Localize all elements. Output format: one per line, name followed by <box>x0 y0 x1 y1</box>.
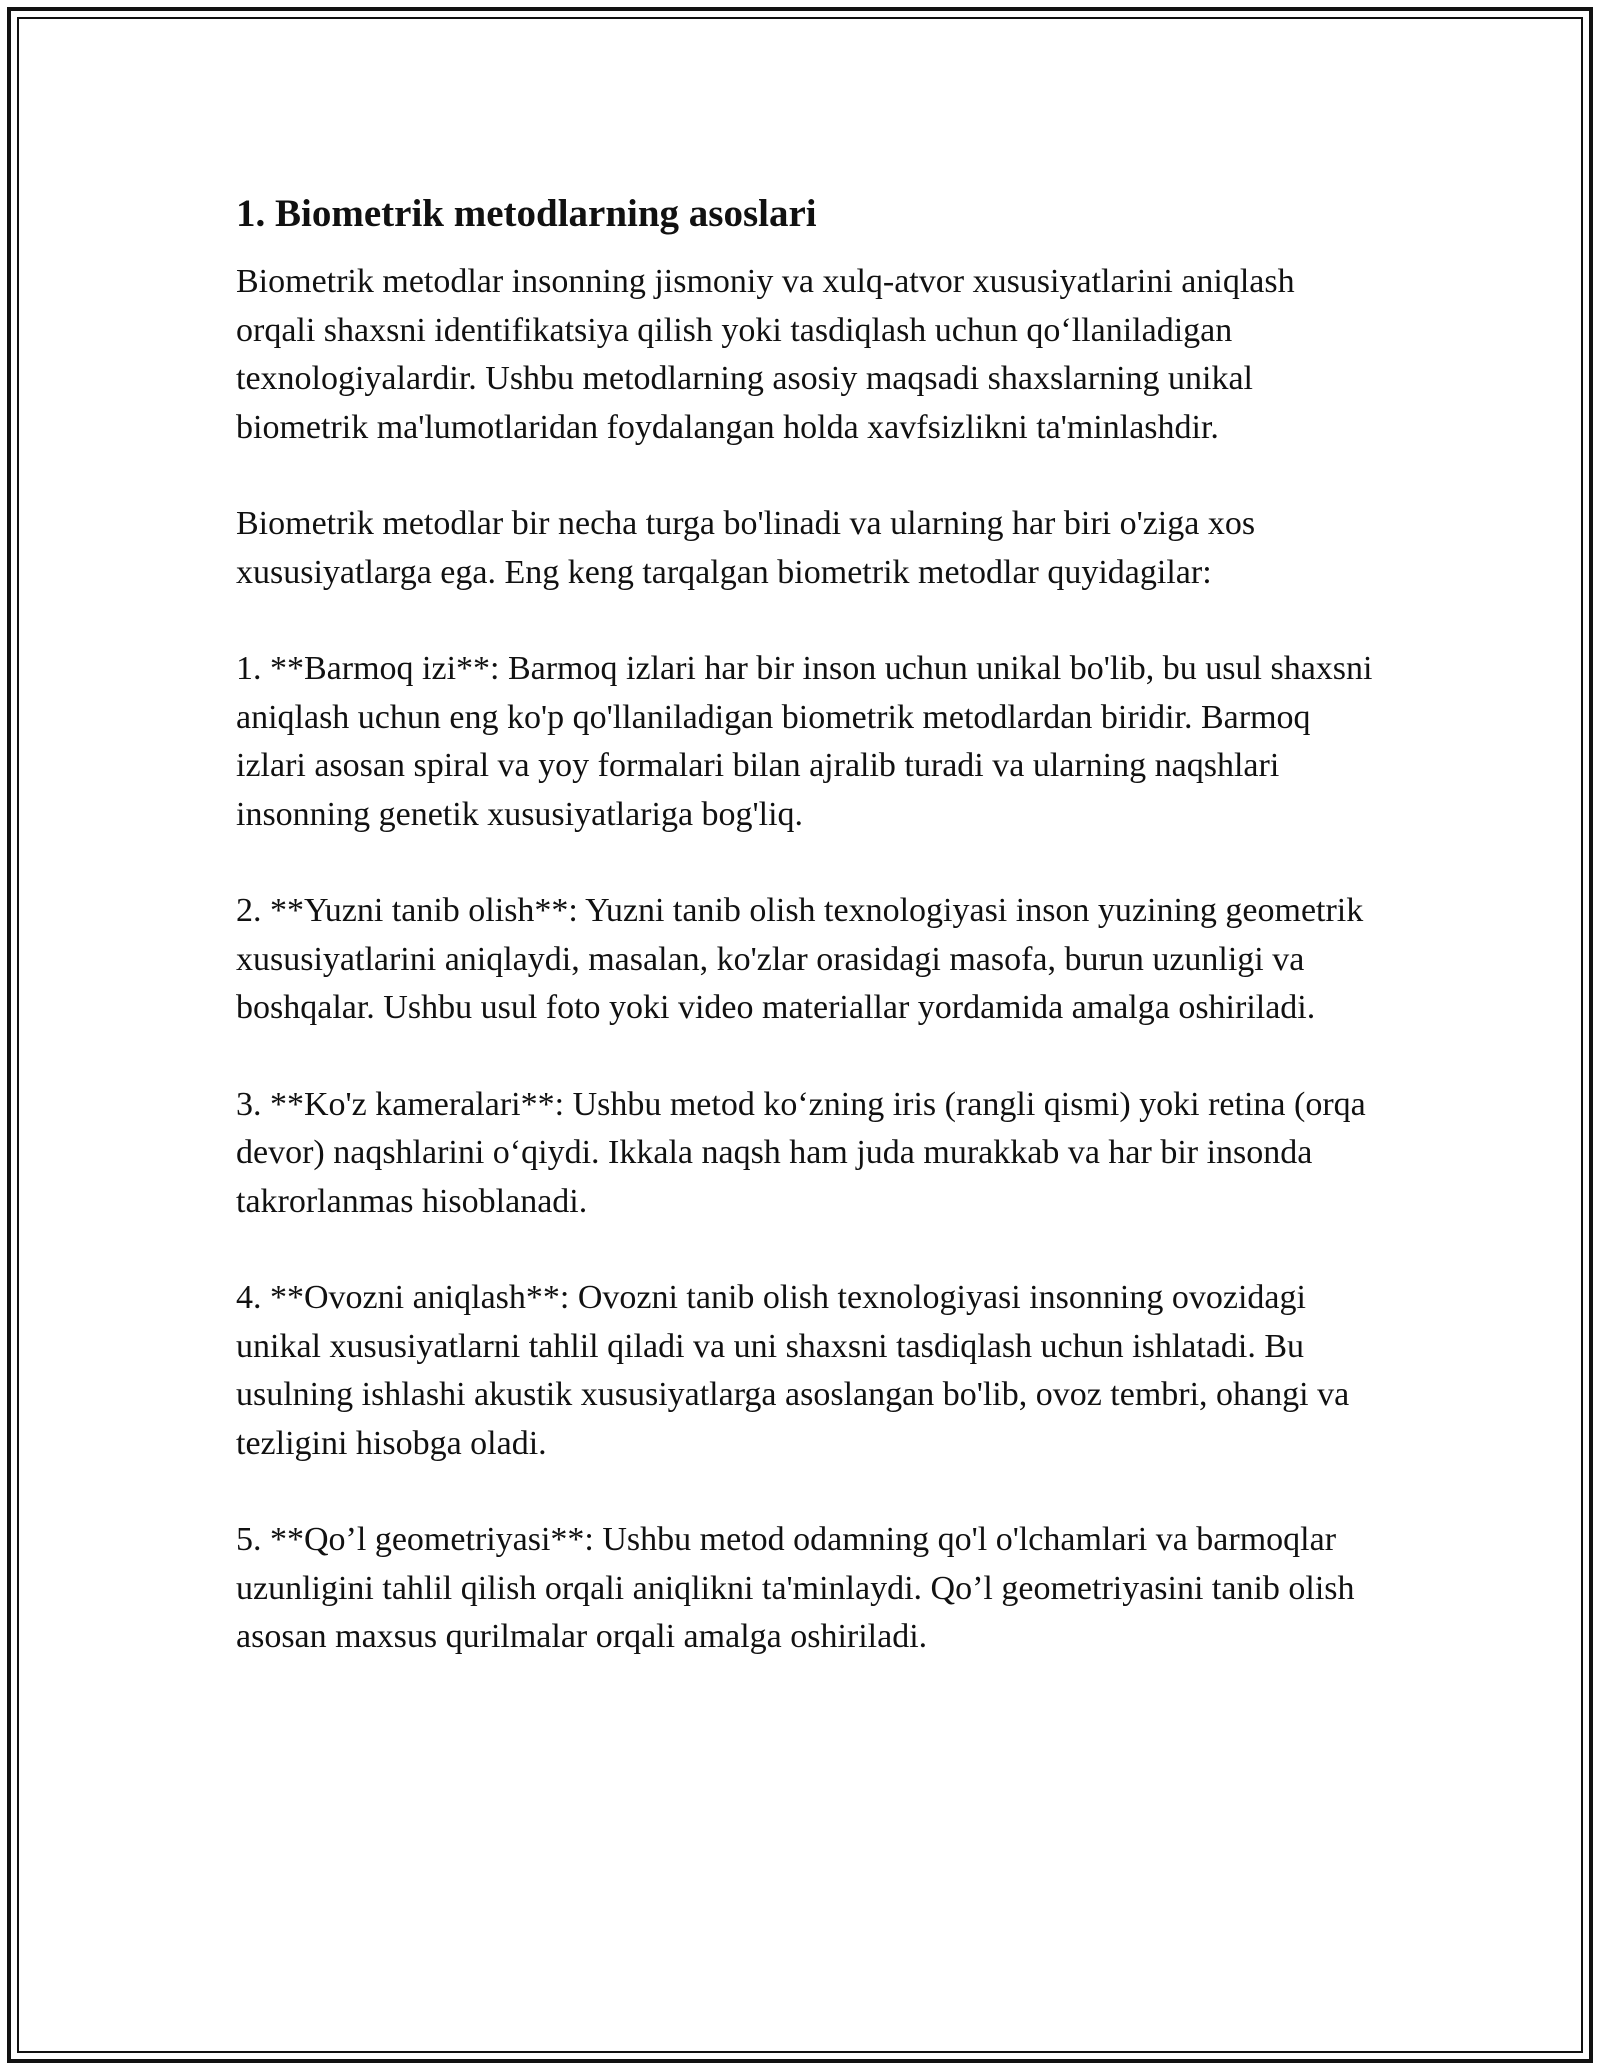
list-item-eye-cameras: 3. **Ko'z kameralari**: Ushbu metod ko‘zning iris (rangli qismi) yoki retina (orqa devor) naqshlarini o‘qiydi. Ikkala naqsh ham juda murakkab va har bir insonda takrorlanmas hisoblanadi. <box>236 1085 1366 1220</box>
intro-paragraph: Biometrik metodlar insonning jismoniy va xulq-atvor xususiyatlarini aniqlash orqali shaxsni identifikatsiya qilish yoki tasdiqlash uchun qo‘llaniladigan texnologiyalardir. Ushbu metodlarning asosiy maqsadi shaxslarning unikal biometrik ma'lumotlaridan foydalangan holda xavfsizlikni ta'minlashdir. <box>236 263 1295 446</box>
list-item-face-recognition: 2. **Yuzni tanib olish**: Yuzni tanib olish texnologiyasi inson yuzining geometrik xususiyatlarini aniqlaydi, masalan, ko'zlar orasidagi masofa, burun uzunligi va boshqalar. Ushbu usul foto yoki video materiallar yordamida amalga oshiriladi. <box>236 892 1364 1026</box>
section-heading: 1. Biometrik metodlarning asoslari <box>236 192 817 235</box>
list-item-fingerprint: 1. **Barmoq izi**: Barmoq izlari har bir inson uchun unikal bo'lib, bu usul shaxsni aniqlash uchun eng ko'p qo'llaniladigan biometrik metodlardan biridir. Barmoq izlari asosan spiral va yoy formalari bilan ajralib turadi va ularning naqshlari insonning genetik xususiyatlariga bog'liq. <box>236 650 1373 833</box>
list-item-hand-geometry: 5. **Qo’l geometriyasi**: Ushbu metod odamning qo'l o'lchamlari va barmoqlar uzunligini tahlil qilish orqali aniqlikni ta'minlaydi. Qo’l geometriyasini tanib olish asosan maxsus qurilmalar orqali amalga oshiriladi. <box>236 1521 1355 1655</box>
list-item-voice-recognition: 4. **Ovozni aniqlash**: Ovozni tanib olish texnologiyasi insonning ovozidagi unikal xususiyatlarni tahlil qiladi va uni shaxsni tasdiqlash uchun ishlatadi. Bu usulning ishlashi akustik xususiyatlarga asoslangan bo'lib, ovoz tembri, ohangi va tezligini hisobga oladi. <box>236 1279 1350 1462</box>
document-body <box>236 188 1376 1710</box>
types-paragraph: Biometrik metodlar bir necha turga bo'linadi va ularning har biri o'ziga xos xususiyatlarga ega. Eng keng tarqalgan biometrik metodlar quyidagilar: <box>236 505 1256 591</box>
